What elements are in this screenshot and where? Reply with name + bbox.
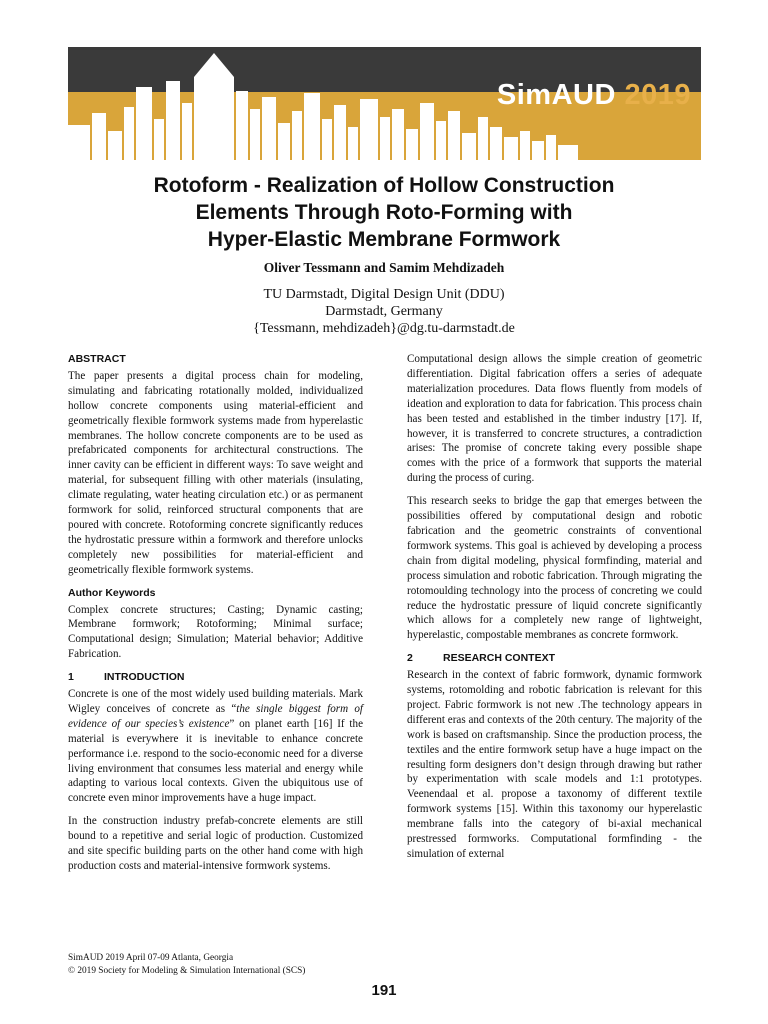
keywords-text: Complex concrete structures; Casting; Dynamic casting; Membrane formwork; Rotoforming; Minimal surface; Computational design; Simulation; Material behavior; Additive Fabrication.	[68, 603, 363, 661]
section-title: RESEARCH CONTEXT	[443, 652, 556, 665]
abstract-text: The paper presents a digital process chain for modeling, simulating and fabricating rotationally molded, individualized hollow concrete components using material-efficient and geometrically flexible formwork systems made from hyperelastic membranes. The hollow concrete components are to be used as prefabricated components for architectural constructions. The inner cavity can be efficient in different ways: To save weight and material, for subsequent filling with other materials (insulating, climate regulating, water heating circulation etc.) or as permanent formwork for solid, reinforced structural components that are poured with concrete. Rotoforming concrete significantly reduces the hydrostatic pressure within a formwork and therefore unlocks completely new possibilities for material-efficient and geometrically flexible formwork systems.	[68, 369, 363, 576]
section-heading-introduction	[68, 670, 363, 685]
right-column	[407, 352, 702, 870]
page-number: 191	[371, 982, 397, 999]
abstract-heading: ABSTRACT	[68, 353, 126, 365]
simaud-logo: SimAUD 2019	[496, 79, 691, 111]
body-paragraph: This research seeks to bridge the gap that emerges between the possibilities offered by computational design and robotic fabrication and the geometric constraints of conventional formwork systems. This goal is achieved by developing a process chain from digital modeling, physical formfinding, material and process simulation and robotic fabrication. Through migrating the rotomoulding technology into the process of concreting we could reduce the hydrostatic pressure of liquid concrete significantly which allows for a completely new range of lightweight, hyperelastic, compostable membranes as concrete formwork.	[407, 495, 702, 642]
footer-copyright: © 2019 Society for Modeling & Simulation International (SCS)	[68, 966, 306, 976]
intro-paragraph-1: Concrete is one of the most widely used building materials. Mark Wigley conceives of concrete as “the single biggest form of evidence of our species’s existence” on planet earth [16] If the material is everywhere it is inevitable to enhance concrete performance i.e. respond to the socio-economic need for a diverse living environment that consumes less material and energy while adapting to various local contexts. Given the ubiquitous use of concrete even minor improvements have a huge impact.	[68, 688, 363, 805]
conference-banner	[68, 47, 701, 160]
keywords-heading: Author Keywords	[68, 586, 156, 599]
title-line: Hyper-Elastic Membrane Formwork	[207, 228, 561, 251]
section-title: INTRODUCTION	[104, 671, 185, 684]
title-line: Elements Through Roto-Forming with	[195, 201, 573, 224]
body-paragraph: Research in the context of fabric formwork, dynamic formwork systems, rotomolding and robotic fabrication is relevant for this project. Fabric formwork is not new .The technology appears in different eras and contexts of the 20th century. The majority of the work is based on craftsmanship. Since the production process, the textiles and the entire formwork setup have a huge impact on the resulting form designers don’t design through drawing but rather by experimentation with scale models and 1:1 prototypes. Veenendaal et al. propose a taxonomy of different textile formwork systems [15]. Within this taxonomy our hyperelastic membrane falls into the category of bi-axial mechanical prestressed formworks. Computational formfinding - the simulation of external	[407, 669, 702, 860]
affiliation-line: TU Darmstadt, Digital Design Unit (DDU)	[263, 287, 505, 302]
wigley-quote: the single biggest form of evidence of our species’s existence	[68, 702, 363, 730]
intro-paragraph-2: In the construction industry prefab-concrete elements are still bound to a repetitive and serial logic of production. Customized and site specific building parts on the other hand come with high production costs and material-intensive formwork systems.	[68, 815, 363, 872]
affiliation-line: Darmstadt, Germany	[325, 304, 443, 319]
section-number: 1	[68, 671, 74, 684]
section-heading-research-context	[407, 651, 702, 666]
footer-conference: SimAUD 2019 April 07-09 Atlanta, Georgia	[68, 953, 234, 963]
author-list: Oliver Tessmann and Samim Mehdizadeh	[263, 260, 505, 275]
title-line: Rotoform - Realization of Hollow Construction	[153, 174, 615, 197]
page-footer	[68, 952, 305, 978]
left-column	[68, 352, 363, 882]
affiliation-email: {Tessmann, mehdizadeh}@dg.tu-darmstadt.de	[253, 321, 515, 336]
body-paragraph: Computational design allows the simple creation of geometric differentiation. Digital fabrication offers a series of adequate materialization procedures. Data flows fluently from models of ideation and exploration to data for fabrication. This process chain has been tested and established in the timber industry [17]. If, however, it is transferred to concrete structures, a contradiction arises: The promise of concrete taking every possible shape comes with the price of a formwork that supports the material during the process of curing.	[407, 353, 702, 485]
affiliation	[0, 286, 768, 337]
section-number: 2	[407, 652, 413, 665]
paper-title	[60, 172, 708, 253]
